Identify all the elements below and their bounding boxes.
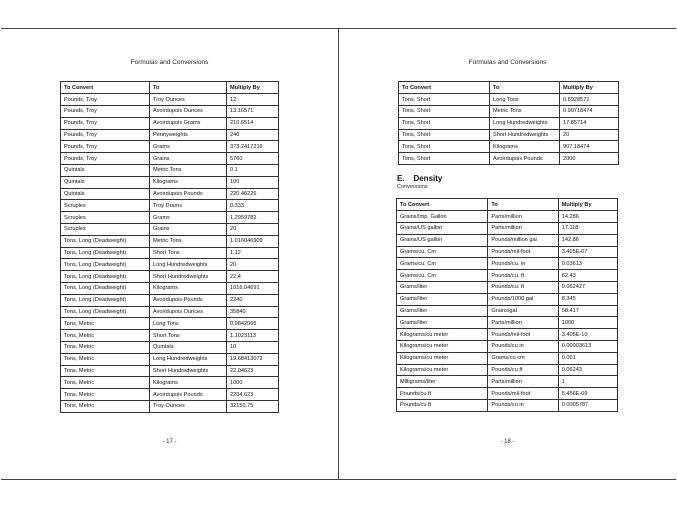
cell-to: Pounds/million gal	[488, 234, 558, 246]
cell-to: Avoirdupois Pounds	[150, 389, 227, 401]
cell-to-convert: Pounds, Troy	[61, 105, 150, 117]
cell-to: Parts/million	[488, 222, 558, 234]
cell-to: Long Hundredweights	[150, 259, 227, 271]
cell-to: Short Tons	[150, 330, 227, 342]
table-row	[61, 282, 279, 294]
table-row	[61, 400, 279, 412]
cell-to-convert: Grains/US gallon	[397, 222, 488, 234]
cell-to-convert: Tons, Short	[399, 117, 490, 129]
cell-to: Pounds/cu. ft	[488, 270, 558, 282]
table-row	[61, 365, 279, 377]
cell-to-convert: Tons, Long (Deadweight)	[61, 247, 150, 259]
table-row	[61, 259, 279, 271]
cell-to-convert: Tons, Long (Deadweight)	[61, 271, 150, 283]
cell-to-convert: Tons, Short	[399, 129, 490, 141]
cell-to-convert: Tons, Metric	[61, 377, 150, 389]
cell-to-convert: Pounds, Troy	[61, 141, 150, 153]
cell-to: Parts/million	[488, 376, 558, 388]
cell-multiply-by: 0.062427	[558, 281, 617, 293]
cell-multiply-by: 1	[558, 376, 617, 388]
cell-to-convert: Grams/liter	[397, 317, 488, 329]
table-row	[61, 247, 279, 259]
right-conversion-table	[398, 81, 619, 165]
table-row	[61, 94, 279, 106]
cell-to: Short Hundredweights	[150, 365, 227, 377]
table-row	[61, 330, 279, 342]
cell-to-convert: Tons, Long (Deadweight)	[61, 282, 150, 294]
table-row	[397, 340, 618, 352]
cell-to: Avoirdupois Pounds	[150, 188, 227, 200]
header-multiply-by: Multiply By	[558, 199, 617, 211]
section-title-density: E. Density	[397, 174, 443, 183]
cell-multiply-by: 0.00003613	[558, 340, 617, 352]
table-row	[61, 235, 279, 247]
left-page-number: - 17 -	[162, 439, 177, 445]
section-subtitle: Conversions	[397, 184, 428, 190]
cell-to-convert: Grains/US gallon	[397, 234, 488, 246]
table-row	[61, 377, 279, 389]
table-row	[397, 258, 618, 270]
cell-to: Short Hundredweights	[490, 129, 560, 141]
cell-to-convert: Kilograms/cu meter	[397, 329, 488, 341]
cell-to: Pounds/cu ft	[488, 364, 558, 376]
cell-to: Kilograms	[490, 141, 560, 153]
cell-to-convert: Quintals	[61, 188, 150, 200]
table-row	[61, 117, 279, 129]
cell-multiply-by: 0.0005787	[558, 399, 617, 411]
cell-to: Troy Ounces	[150, 94, 227, 106]
cell-to: Grains	[150, 223, 227, 235]
left-running-head: Formulas and Conversions	[130, 59, 209, 66]
cell-to-convert: Tons, Long (Deadweight)	[61, 235, 150, 247]
cell-to: Long Tons	[490, 94, 560, 106]
cell-multiply-by: 17.85714	[560, 117, 619, 129]
table-row	[399, 117, 619, 129]
cell-multiply-by: 22.04623	[227, 365, 279, 377]
header-to-convert: To Convert	[397, 199, 488, 211]
cell-multiply-by: 1000	[227, 377, 279, 389]
cell-to-convert: Scruples	[61, 200, 150, 212]
cell-to: Avoirdupois Ounces	[150, 306, 227, 318]
header-to: To	[150, 82, 227, 94]
cell-multiply-by: 0.1	[227, 164, 279, 176]
cell-to-convert: Grams/liter	[397, 293, 488, 305]
cell-multiply-by: 210.6514	[227, 117, 279, 129]
cell-to: Metric Tons	[150, 164, 227, 176]
cell-to-convert: Tons, Metric	[61, 389, 150, 401]
table-row	[61, 306, 279, 318]
left-page	[1, 28, 338, 480]
cell-to-convert: Grams/cu. Cm	[397, 270, 488, 282]
cell-multiply-by: 62.43	[558, 270, 617, 282]
table-row	[397, 399, 618, 411]
cell-multiply-by: 12	[227, 94, 279, 106]
density-conversion-table	[396, 198, 618, 412]
cell-to-convert: Scruples	[61, 212, 150, 224]
table-row	[397, 376, 618, 388]
cell-multiply-by: 5.456E-09	[558, 388, 617, 400]
cell-multiply-by: 22.4	[227, 271, 279, 283]
cell-to: Grains/gal	[488, 305, 558, 317]
cell-multiply-by: 142.86	[558, 234, 617, 246]
cell-to: Parts/million	[488, 211, 558, 223]
table-row	[397, 352, 618, 364]
cell-multiply-by: 0.06243	[558, 364, 617, 376]
cell-to: Grams/cu cm	[488, 352, 558, 364]
cell-multiply-by: 373.2417216	[227, 141, 279, 153]
right-running-head: Formulas and Conversions	[468, 59, 547, 66]
cell-to: Pounds/cu in	[488, 340, 558, 352]
cell-multiply-by: 0.90718474	[560, 105, 619, 117]
cell-to-convert: Tons, Metric	[61, 330, 150, 342]
cell-to-convert: Kilograms/cu meter	[397, 352, 488, 364]
table-row	[61, 212, 279, 224]
table-header-row	[61, 82, 279, 94]
table-row	[61, 318, 279, 330]
cell-multiply-by: 17.118	[558, 222, 617, 234]
cell-to: Avoirdupois Grams	[150, 117, 227, 129]
cell-to-convert: Grams/cu. Cm	[397, 258, 488, 270]
cell-to: Pounds/mil-foot	[488, 329, 558, 341]
cell-multiply-by: 5760	[227, 153, 279, 165]
cell-to-convert: Tons, Short	[399, 141, 490, 153]
cell-to: Short Tons	[150, 247, 227, 259]
cell-multiply-by: 1.016046909	[227, 235, 279, 247]
table-row	[61, 153, 279, 165]
cell-to: Pounds/cu. in	[488, 258, 558, 270]
table-row	[397, 234, 618, 246]
table-row	[397, 281, 618, 293]
cell-to-convert: Grains/Imp. Gallon	[397, 211, 488, 223]
cell-to: Kilograms	[150, 377, 227, 389]
cell-to-convert: Tons, Metric	[61, 365, 150, 377]
table-row	[61, 164, 279, 176]
table-row	[399, 129, 619, 141]
cell-multiply-by: 2204.623	[227, 389, 279, 401]
cell-multiply-by: 58.417	[558, 305, 617, 317]
cell-multiply-by: 0.8928571	[560, 94, 619, 106]
cell-multiply-by: 3.405E-10	[558, 329, 617, 341]
cell-to: Pounds/cu in	[488, 399, 558, 411]
table-row	[61, 176, 279, 188]
cell-to-convert: Tons, Short	[399, 94, 490, 106]
cell-multiply-by: 100	[227, 176, 279, 188]
table-header-row	[397, 199, 618, 211]
table-row	[61, 129, 279, 141]
cell-to-convert: Grams/liter	[397, 281, 488, 293]
table-row	[397, 305, 618, 317]
table-row	[399, 105, 619, 117]
cell-to-convert: Kilograms/cu meter	[397, 340, 488, 352]
cell-to-convert: Tons, Long (Deadweight)	[61, 259, 150, 271]
table-row	[397, 270, 618, 282]
table-row	[399, 153, 619, 165]
cell-to-convert: Quintals	[61, 164, 150, 176]
cell-to: Pennyweights	[150, 129, 227, 141]
cell-multiply-by: 0.9842065	[227, 318, 279, 330]
table-row	[397, 329, 618, 341]
cell-to-convert: Pounds, Troy	[61, 117, 150, 129]
left-table-body	[61, 94, 279, 413]
cell-to-convert: Pounds/cu ft	[397, 388, 488, 400]
table-row	[61, 353, 279, 365]
cell-to: Grams	[150, 141, 227, 153]
cell-multiply-by: 0.001	[558, 352, 617, 364]
cell-multiply-by: 32150.75	[227, 400, 279, 412]
cell-to: Troy Drams	[150, 200, 227, 212]
cell-to-convert: Tons, Long (Deadweight)	[61, 306, 150, 318]
cell-to-convert: Pounds, Troy	[61, 129, 150, 141]
table-row	[397, 293, 618, 305]
left-conversion-table	[60, 81, 279, 413]
cell-to-convert: Tons, Short	[399, 105, 490, 117]
cell-to-convert: Milligrams/liter	[397, 376, 488, 388]
cell-to-convert: Pounds/cu ft	[397, 399, 488, 411]
cell-to-convert: Tons, Metric	[61, 400, 150, 412]
cell-multiply-by: 20	[227, 223, 279, 235]
table-row	[61, 271, 279, 283]
header-to: To	[488, 199, 558, 211]
cell-to: Avoirdupois Pounds	[150, 294, 227, 306]
cell-multiply-by: 2000	[560, 153, 619, 165]
cell-to-convert: Grams/liter	[397, 305, 488, 317]
table-row	[61, 188, 279, 200]
cell-multiply-by: 10	[227, 341, 279, 353]
cell-multiply-by: 240	[227, 129, 279, 141]
cell-multiply-by: 1016.04691	[227, 282, 279, 294]
cell-to-convert: Tons, Metric	[61, 341, 150, 353]
table-row	[397, 222, 618, 234]
cell-to: Parts/million	[488, 317, 558, 329]
table-row	[399, 94, 619, 106]
cell-to: Pounds/1000 gal	[488, 293, 558, 305]
cell-multiply-by: 0.333	[227, 200, 279, 212]
cell-to: Avoirdupois Pounds	[490, 153, 560, 165]
table-row	[397, 364, 618, 376]
cell-to-convert: Scruples	[61, 223, 150, 235]
cell-multiply-by: 220.46226	[227, 188, 279, 200]
table-row	[61, 141, 279, 153]
cell-multiply-by: 3.405E-07	[558, 246, 617, 258]
cell-to-convert: Grams/cu. Cm	[397, 246, 488, 258]
cell-multiply-by: 1.12	[227, 247, 279, 259]
cell-multiply-by: 13.16571	[227, 105, 279, 117]
cell-multiply-by: 1000	[558, 317, 617, 329]
cell-to-convert: Tons, Metric	[61, 353, 150, 365]
cell-to: Short Hundredweights	[150, 271, 227, 283]
cell-multiply-by: 8.345	[558, 293, 617, 305]
cell-to: Troy Ounces	[150, 400, 227, 412]
table-row	[397, 317, 618, 329]
cell-to: Metric Tons	[490, 105, 560, 117]
cell-to: Metric Tons	[150, 235, 227, 247]
cell-to-convert: Tons, Long (Deadweight)	[61, 294, 150, 306]
table-row	[397, 246, 618, 258]
density-table-body	[397, 211, 618, 412]
cell-multiply-by: 35840	[227, 306, 279, 318]
header-multiply-by: Multiply By	[227, 82, 279, 94]
table-row	[61, 389, 279, 401]
cell-multiply-by: 20	[560, 129, 619, 141]
cell-to: Grains	[150, 153, 227, 165]
table-row	[61, 294, 279, 306]
cell-multiply-by: 19.68413072	[227, 353, 279, 365]
cell-multiply-by: 14.286	[558, 211, 617, 223]
cell-to: Long Tons	[150, 318, 227, 330]
cell-to-convert: Pounds, Troy	[61, 94, 150, 106]
cell-to-convert: Tons, Short	[399, 153, 490, 165]
cell-multiply-by: 2240	[227, 294, 279, 306]
right-page	[339, 28, 676, 480]
cell-multiply-by: 907.18474	[560, 141, 619, 153]
cell-to: Long Hundredweights	[490, 117, 560, 129]
right-table-body	[399, 94, 619, 165]
cell-multiply-by: 0.03613	[558, 258, 617, 270]
table-row	[61, 223, 279, 235]
cell-multiply-by: 20	[227, 259, 279, 271]
cell-multiply-by: 1.2959782	[227, 212, 279, 224]
cell-to: Pounds/cu. ft	[488, 281, 558, 293]
table-header-row	[399, 82, 619, 94]
table-row	[397, 388, 618, 400]
cell-to: Pounds/mil-foot	[488, 388, 558, 400]
cell-to: Long Hundredweights	[150, 353, 227, 365]
cell-to: Grams	[150, 212, 227, 224]
cell-to: Kilograms	[150, 176, 227, 188]
table-row	[61, 105, 279, 117]
cell-to-convert: Kilograms/cu meter	[397, 364, 488, 376]
cell-to: Quintals	[150, 341, 227, 353]
header-to-convert: To Convert	[61, 82, 150, 94]
table-row	[61, 200, 279, 212]
table-row	[397, 211, 618, 223]
table-row	[399, 141, 619, 153]
table-row	[61, 341, 279, 353]
cell-to: Kilograms	[150, 282, 227, 294]
right-page-number: - 18 -	[500, 439, 515, 445]
header-multiply-by: Multiply By	[560, 82, 619, 94]
cell-to-convert: Tons, Metric	[61, 318, 150, 330]
cell-to-convert: Quintals	[61, 176, 150, 188]
header-to-convert: To Convert	[399, 82, 490, 94]
cell-to-convert: Pounds, Troy	[61, 153, 150, 165]
cell-to: Pounds/mil-foot	[488, 246, 558, 258]
cell-to: Avoirdupois Ounces	[150, 105, 227, 117]
cell-multiply-by: 1.1023113	[227, 330, 279, 342]
header-to: To	[490, 82, 560, 94]
